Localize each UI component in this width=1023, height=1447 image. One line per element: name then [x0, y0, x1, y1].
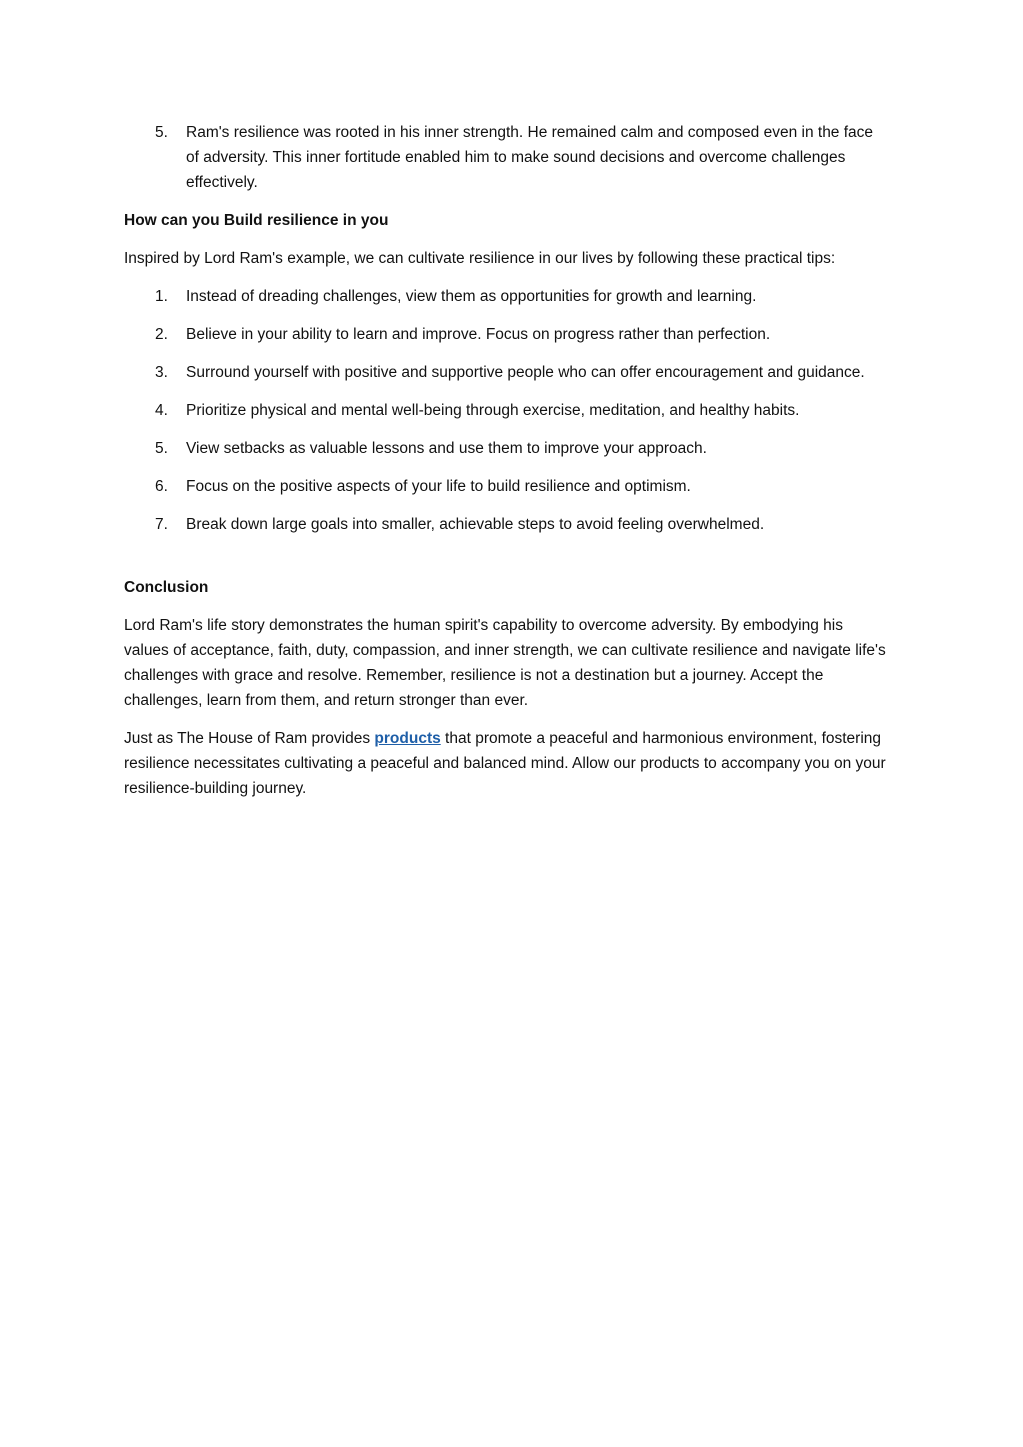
list-item — [124, 474, 890, 499]
resilience-sources-list — [124, 120, 890, 195]
closing-paragraph — [124, 726, 890, 801]
conclusion-heading: Conclusion — [124, 579, 209, 596]
list-item-text: Surround yourself with positive and supportive people who can offer encouragement and guidance. — [186, 364, 865, 381]
closing-text-before-link: Just as The House of Ram provides — [124, 730, 375, 747]
list-item-text: Instead of dreading challenges, view them as opportunities for growth and learning. — [186, 288, 757, 305]
list-item-text: Ram's resilience was rooted in his inner strength. He remained calm and composed even in the face of adversity. This inner fortitude enabled him to make sound decisions and overcome challenges effectively. — [186, 124, 874, 191]
list-item — [124, 398, 890, 423]
list-item — [124, 120, 890, 195]
list-item-number: 6. — [155, 478, 168, 495]
list-item — [124, 512, 890, 537]
products-link[interactable]: products — [374, 730, 441, 747]
document-page — [124, 120, 890, 814]
section-intro: Inspired by Lord Ram's example, we can cultivate resilience in our lives by following these practical tips: — [124, 250, 836, 267]
list-item-text: Break down large goals into smaller, achievable steps to avoid feeling overwhelmed. — [186, 516, 765, 533]
list-item — [124, 360, 890, 385]
list-item-number: 5. — [155, 124, 168, 141]
list-item-number: 4. — [155, 402, 168, 419]
closing-text-after-link: that promote a peaceful and harmonious environment, fostering resilience necessitates cultivating a peaceful and balanced mind. Allow our products to accompany you on your resilience-building journey. — [124, 730, 886, 797]
list-item-number: 7. — [155, 516, 168, 533]
list-item-text: Believe in your ability to learn and improve. Focus on progress rather than perfection. — [186, 326, 771, 343]
list-item-number: 2. — [155, 326, 168, 343]
list-item-number: 5. — [155, 440, 168, 457]
list-item — [124, 322, 890, 347]
list-item — [124, 284, 890, 309]
list-item-number: 3. — [155, 364, 168, 381]
conclusion-paragraph: Lord Ram's life story demonstrates the human spirit's capability to overcome adversity. By embodying his values of acceptance, faith, duty, compassion, and inner strength, we can cultivate resilience and navigate life's challenges with grace and resolve. Remember, resilience is not a destination but a journey. Accept the challenges, learn from them, and return stronger than ever. — [124, 617, 886, 709]
list-item-text: View setbacks as valuable lessons and use them to improve your approach. — [186, 440, 707, 457]
list-item-text: Focus on the positive aspects of your life to build resilience and optimism. — [186, 478, 691, 495]
list-item — [124, 436, 890, 461]
tips-list — [124, 284, 890, 537]
list-item-text: Prioritize physical and mental well-being through exercise, meditation, and healthy habits. — [186, 402, 800, 419]
list-item-number: 1. — [155, 288, 168, 305]
section-heading: How can you Build resilience in you — [124, 212, 389, 229]
blank-line — [124, 550, 890, 575]
